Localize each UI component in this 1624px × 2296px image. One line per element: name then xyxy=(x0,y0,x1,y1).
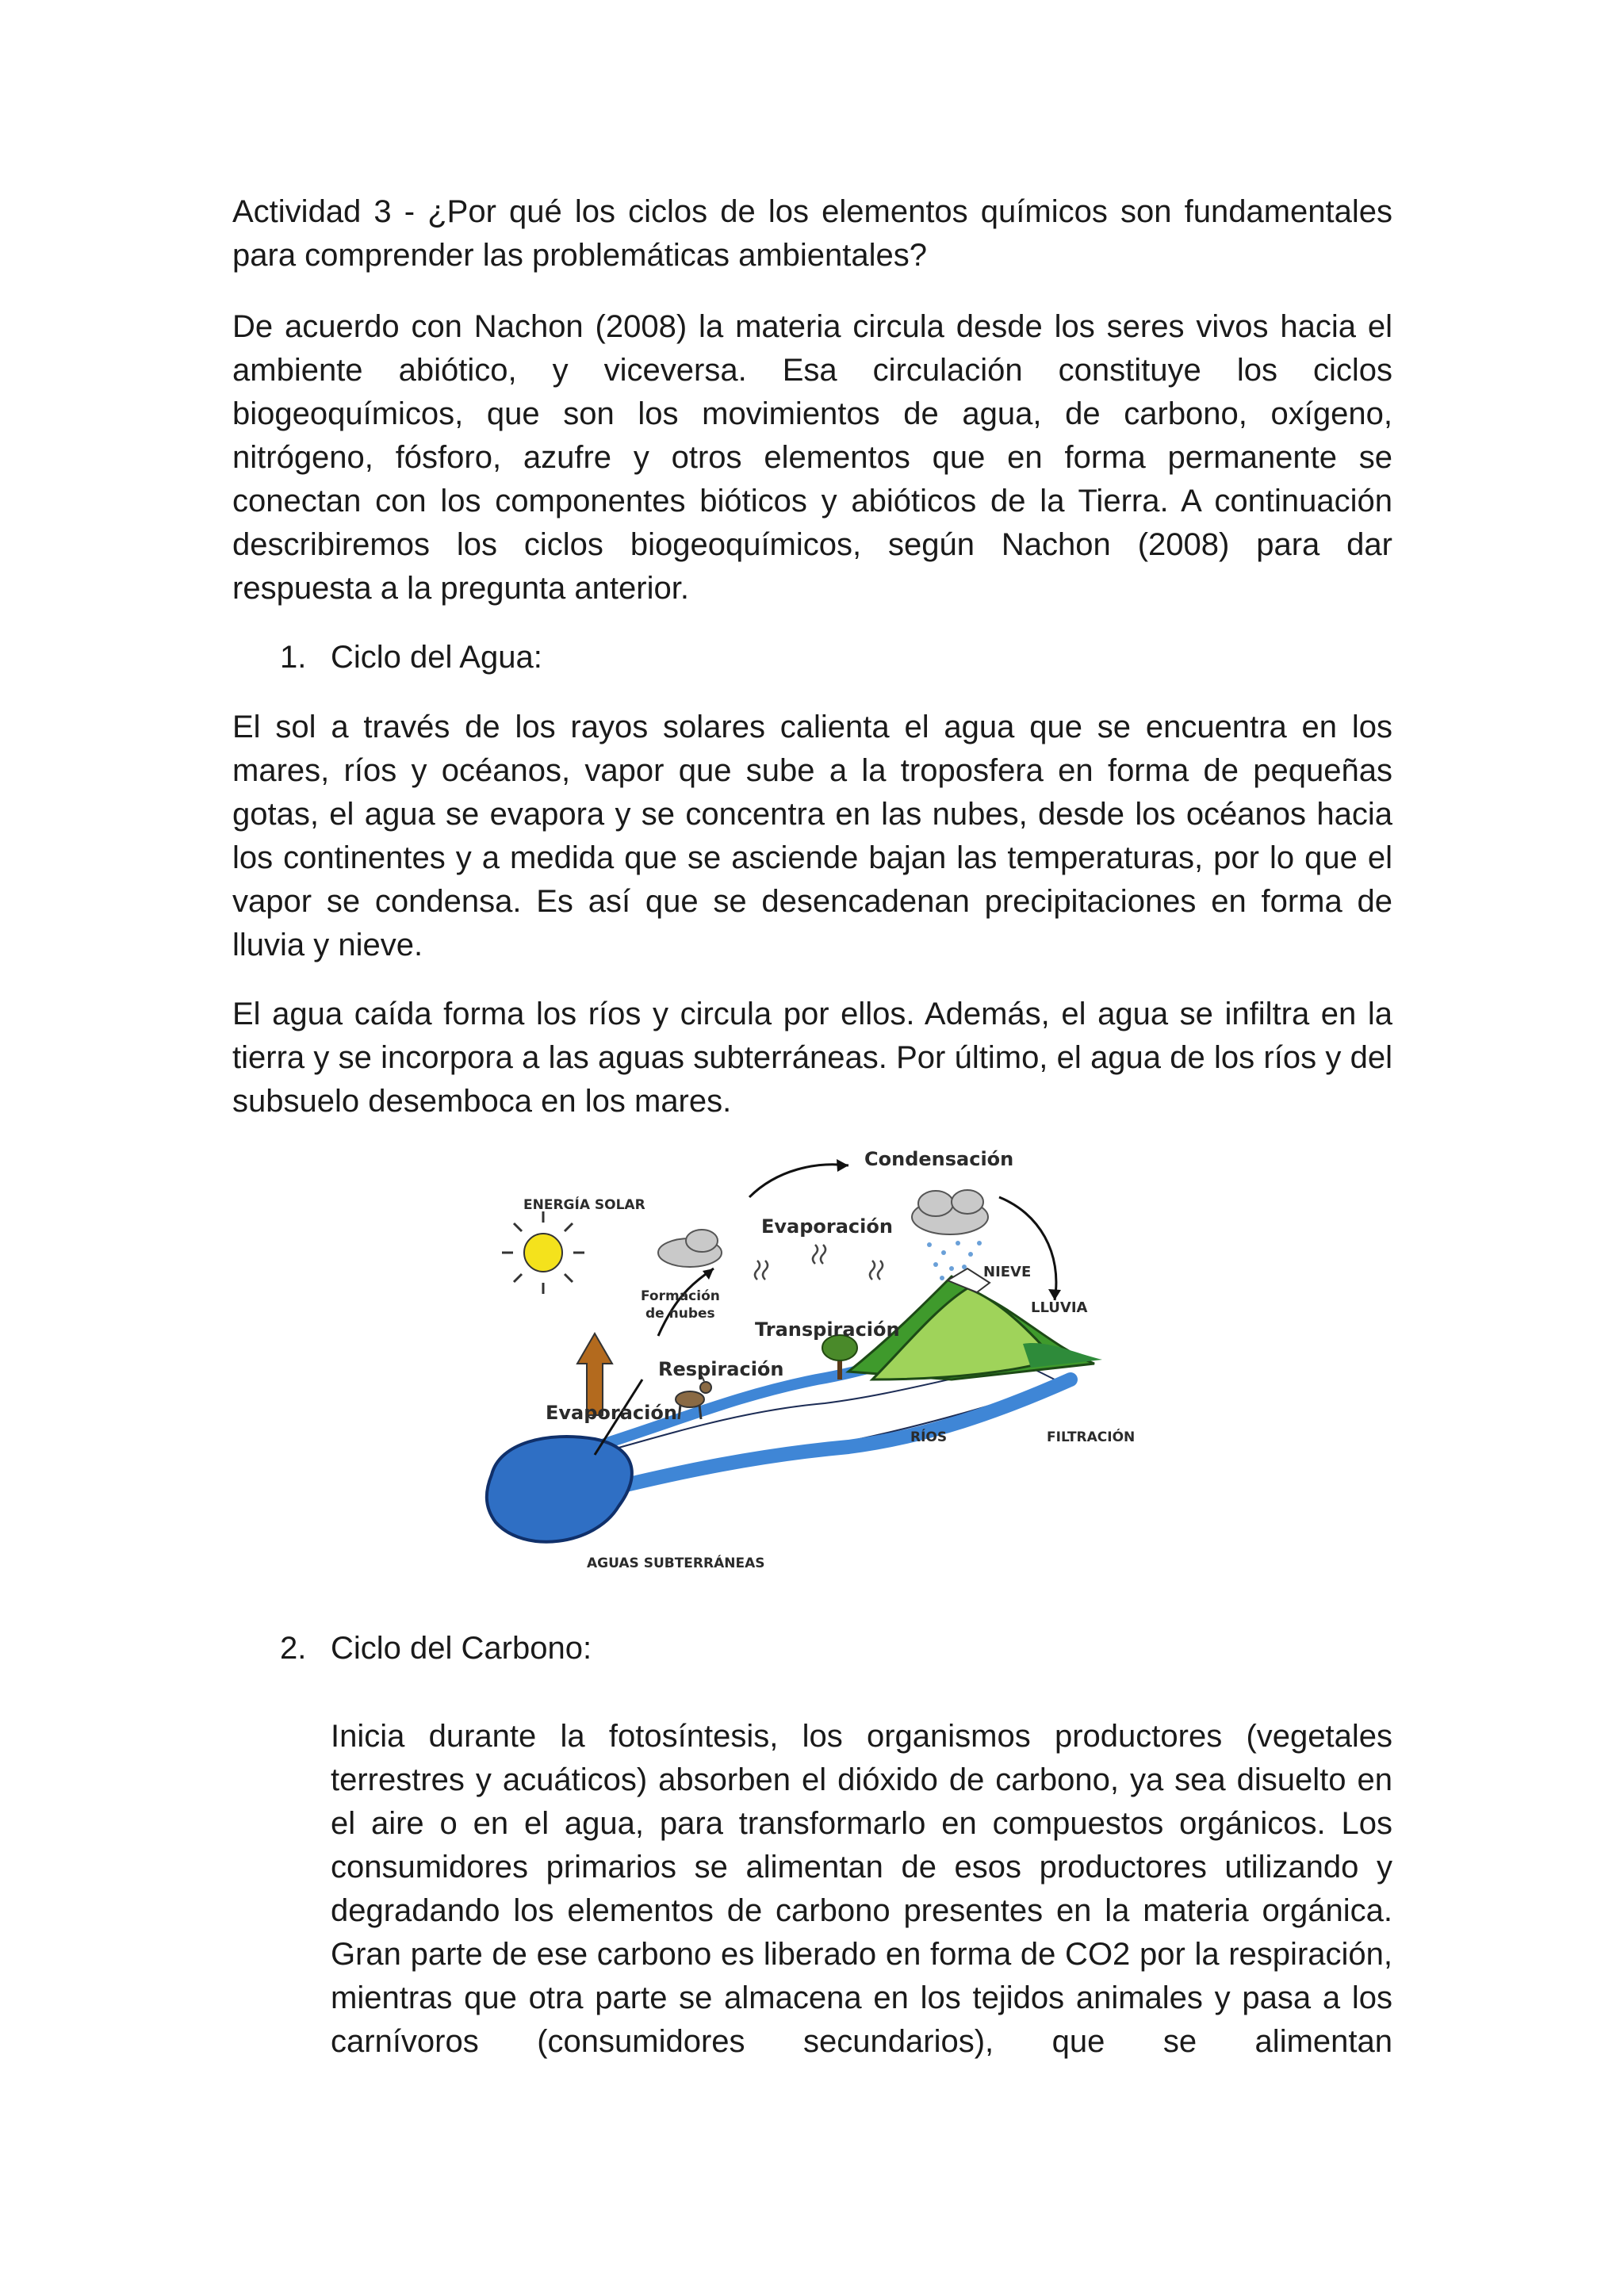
label-rios: RÍOS xyxy=(910,1429,948,1445)
label-transpiracion: Transpiración xyxy=(755,1318,900,1341)
water-cycle-diagram xyxy=(476,1142,1174,1586)
label-formacion-1: Formación xyxy=(641,1288,720,1304)
lake xyxy=(487,1437,632,1542)
intro-paragraph: De acuerdo con Nachon (2008) la materia circula desde los seres vivos hacia el ambiente abiótico, y viceversa. Esa circulación constituye los ciclos biogeoquímicos, que son los movimientos de agua, de carbono, oxígeno, nitrógeno, fósforo, azufre y otros elementos que en forma permanente se conectan con los componentes bióticos y abióticos de la Tierra. A continuación describiremos los ciclos biogeoquímicos, según Nachon (2008) para dar respuesta a la pregunta anterior. xyxy=(232,309,1392,606)
cloud-small-icon xyxy=(658,1230,722,1267)
label-respiracion: Respiración xyxy=(658,1358,784,1380)
agua-paragraph-2: El agua caída forma los ríos y circula por ellos. Además, el agua se infiltra en la tierra y se incorpora a las aguas subterráneas. Por último, el agua de los ríos y del subsuelo desemboca en los mares. xyxy=(232,997,1392,1119)
label-condensacion: Condensación xyxy=(864,1148,1014,1170)
activity-title: Actividad 3 - ¿Por qué los ciclos de los elementos químicos son fundamentales para comprender las problemáticas ambientales? xyxy=(232,194,1392,273)
label-nieve: NIEVE xyxy=(983,1264,1032,1280)
section-number: 1. xyxy=(280,640,307,675)
label-evaporacion-left: Evaporación xyxy=(546,1402,677,1424)
label-energia-solar: ENERGÍA SOLAR xyxy=(523,1197,645,1213)
label-evaporacion-top: Evaporación xyxy=(761,1215,893,1238)
section-title: Ciclo del Carbono: xyxy=(331,1631,592,1666)
sun-icon xyxy=(502,1211,584,1294)
condensation-arrow xyxy=(749,1165,848,1197)
agua-paragraph-1: El sol a través de los rayos solares calienta el agua que se encuentra en los mares, ríos y océanos, vapor que sube a la troposfera en forma de pequeñas gotas, el agua se evapora y se concentra en las nubes, desde los océanos hacia los continentes y a medida que se asciende bajan las temperaturas, por lo que el vapor se condensa. Es así que se desencadenan precipitaciones en forma de lluvia y nieve. xyxy=(232,710,1392,962)
label-formacion-2: de nubes xyxy=(645,1306,715,1322)
carbono-paragraph-1: Inicia durante la fotosíntesis, los organismos productores (vegetales terrestres y acuáticos) absorben el dióxido de carbono, ya sea disuelto en el aire o en el agua, para transformarlo en compuestos orgánicos. Los consumidores primarios se alimentan de esos productores utilizando y degradando los elementos de carbono presentes en la materia orgánica. Gran parte de ese carbono es liberado en forma de CO2 por la respiración, mientras que otra parte se almacena en los tejidos animales y pasa a los carnívoros (consumidores secundarios), que se alimentan xyxy=(331,1719,1392,2059)
vapor-icon xyxy=(755,1245,883,1280)
label-lluvia: LLUVIA xyxy=(1031,1299,1088,1316)
cloud-rain-icon xyxy=(912,1190,988,1234)
section-number: 2. xyxy=(280,1631,307,1666)
label-filtracion: FILTRACIÓN xyxy=(1047,1429,1136,1445)
rain-arrow xyxy=(999,1197,1056,1300)
label-aguas-subterraneas: AGUAS SUBTERRÁNEAS xyxy=(587,1556,765,1571)
section-title: Ciclo del Agua: xyxy=(331,640,542,675)
